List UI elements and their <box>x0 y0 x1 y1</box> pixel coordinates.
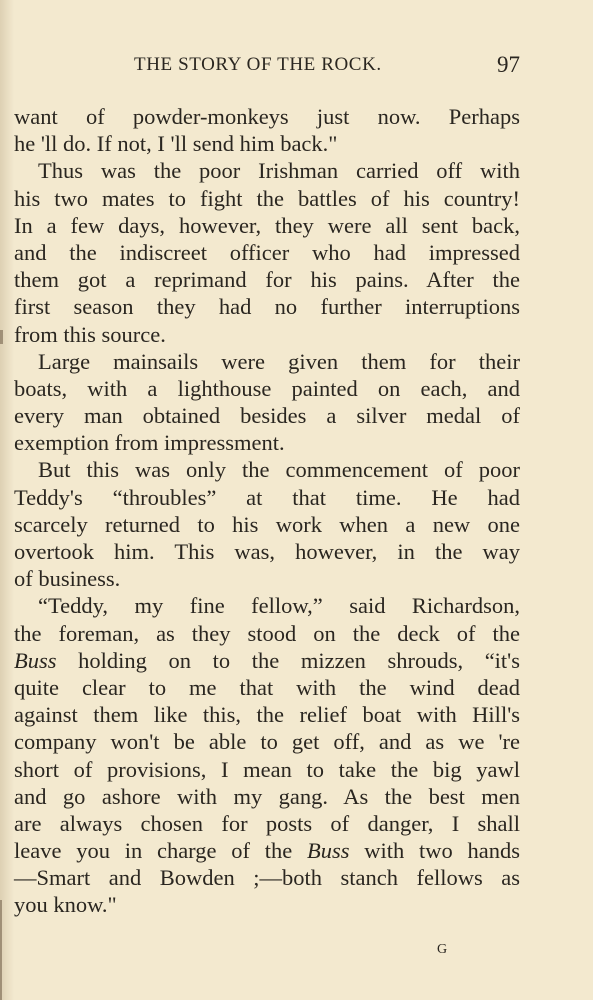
text-line: and go ashore with my gang. As the best men <box>14 783 520 809</box>
text-line: “Teddy, my fine fellow,” said Richardson, <box>38 593 520 619</box>
ship-name-italic: Buss <box>14 647 57 673</box>
running-head: THE STORY OF THE ROCK. <box>134 54 382 75</box>
text-line: Large mainsails were given them for their <box>38 348 520 374</box>
text-line: scarcely returned to his work when a new one <box>14 511 520 537</box>
text-line: overtook him. This was, however, in the way <box>14 539 520 564</box>
text-line: every man obtained besides a silver medal of <box>14 403 520 429</box>
text-line: first season they had no further interruptions <box>14 294 520 320</box>
text-line: against them like this, the relief boat with Hill's <box>14 702 520 728</box>
text-line: quite clear to me that with the wind dead <box>14 674 520 700</box>
page-number: 97 <box>497 52 520 77</box>
text-line: you know." <box>14 892 117 918</box>
signature-mark: G <box>437 942 449 957</box>
page-edge-shadow <box>0 900 2 1000</box>
text-line: short of provisions, I mean to take the big yawl <box>14 756 520 782</box>
text-line: he 'll do. If not, I 'll send him back." <box>14 131 338 157</box>
text-line: are always chosen for posts of danger, I shall <box>14 810 520 836</box>
text-line: exemption from impressment. <box>14 430 285 456</box>
page-header <box>14 50 520 80</box>
text-line: Teddy's “throubles” at that time. He had <box>14 484 520 510</box>
body-text <box>14 103 520 919</box>
text-line: of business. <box>14 566 121 592</box>
text-line: his two mates to fight the battles of his country! <box>14 185 520 211</box>
text-line: —Smart and Bowden ;—both stanch fellows as <box>14 865 520 891</box>
text-line: Buss holding on to the mizzen shrouds, “it's <box>14 647 520 673</box>
text-line: the foreman, as they stood on the deck of the <box>14 620 520 646</box>
text-line: want of powder-monkeys just now. Perhaps <box>14 104 520 129</box>
text-line: leave you in charge of the Buss with two hands <box>14 838 520 864</box>
text-line: In a few days, however, they were all sent back, <box>14 212 520 238</box>
text-line: from this source. <box>14 321 166 347</box>
text-line: Thus was the poor Irishman carried off with <box>38 158 520 184</box>
text-line: boats, with a lighthouse painted on each, and <box>14 375 520 401</box>
ship-name-italic: Buss <box>306 838 350 864</box>
text-line: and the indiscreet officer who had impressed <box>14 239 520 265</box>
text-line: company won't be able to get off, and as we 're <box>14 729 520 755</box>
page-edge-shadow <box>0 330 3 344</box>
text-line: them got a reprimand for his pains. After the <box>14 267 520 293</box>
text-line: But this was only the commencement of poor <box>38 457 520 483</box>
